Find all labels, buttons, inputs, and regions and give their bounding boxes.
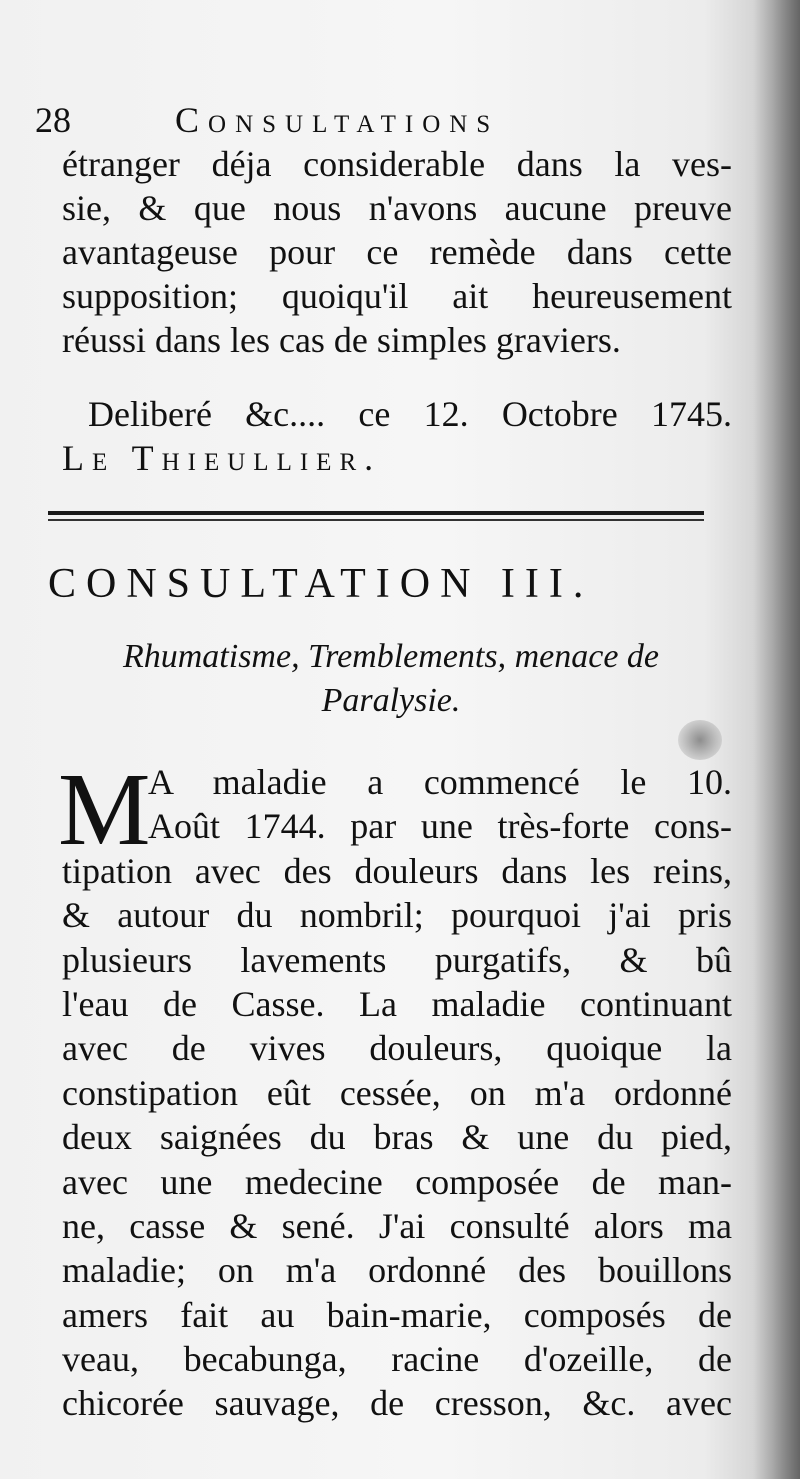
text-line: ne, casse & sené. J'ai consulté alors ma: [62, 1205, 732, 1246]
closing-block: [62, 392, 732, 480]
text-line: amers fait au bain-marie, composés de: [62, 1294, 732, 1335]
consultation-subtitle: Rhumatisme, Tremblements, menace de: [122, 638, 659, 675]
text-line: constipation eût cessée, on m'a ordonné: [62, 1072, 732, 1113]
text-line: tipation avec des douleurs dans les reins,: [62, 850, 732, 891]
text-line: Août 1744. par une très-forte cons-: [148, 806, 732, 847]
ink-stain: [678, 720, 722, 760]
consultation-subtitle: Paralysie.: [321, 682, 461, 719]
text-line: sie, & que nous n'avons aucune preuve: [62, 188, 732, 228]
text-line: réussi dans les cas de simples graviers.: [62, 320, 621, 360]
text-line: & autour du nombril; pourquoi j'ai pris: [62, 895, 732, 936]
section-divider: [48, 511, 704, 515]
text-line: maladie; on m'a ordonné des bouillons: [62, 1250, 732, 1291]
text-line: deux saignées du bras & une du pied,: [62, 1117, 732, 1158]
text-line: avantageuse pour ce remède dans cette: [62, 232, 732, 272]
consultation-title: CONSULTATION III.: [48, 561, 594, 607]
text-line: supposition; quoiqu'il ait heureusement: [62, 276, 732, 316]
page-header: [35, 98, 725, 148]
page-edge-shadow: [754, 0, 800, 1479]
closing-date: Deliberé &c.... ce 12. Octobre 1745.: [88, 394, 732, 434]
consultation-body: [62, 760, 732, 1426]
text-line: avec une medecine composée de man-: [62, 1161, 732, 1202]
text-line: veau, becabunga, racine d'ozeille, de: [62, 1339, 732, 1380]
text-line: avec de vives douleurs, quoique la: [62, 1028, 732, 1069]
running-head: Consultations: [175, 100, 500, 140]
text-line: l'eau de Casse. La maladie continuant: [62, 983, 732, 1024]
text-line: A maladie a commencé le 10.: [148, 762, 732, 802]
text-line: plusieurs lavements purgatifs, & bû: [62, 939, 732, 980]
section-divider-thin: [48, 519, 704, 521]
signature: Le Thieullier.: [62, 438, 382, 478]
previous-consultation-text: [62, 142, 732, 362]
page-number: 28: [35, 100, 71, 140]
drop-cap: M: [58, 752, 151, 867]
text-line: étranger déja considerable dans la ves-: [62, 144, 732, 184]
text-line: chicorée sauvage, de cresson, &c. avec: [62, 1383, 732, 1424]
